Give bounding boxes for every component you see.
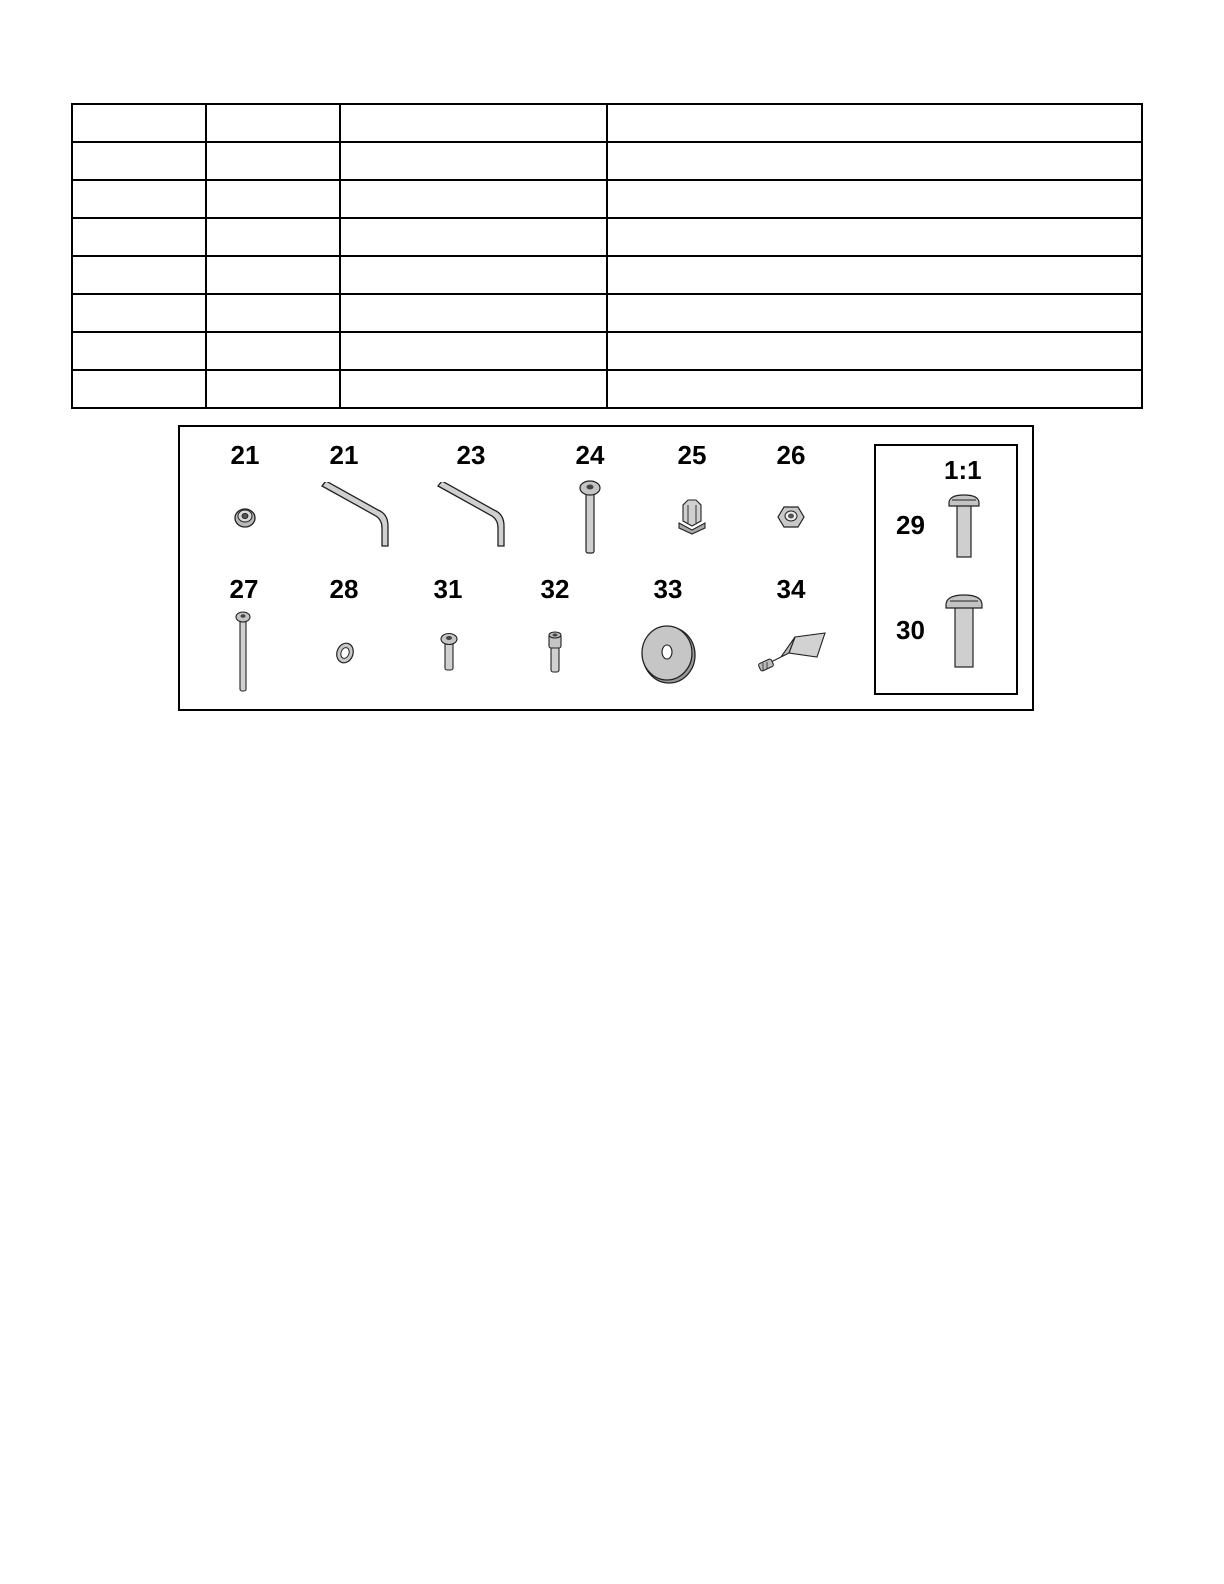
table-cell	[206, 180, 340, 218]
part-number-24: 24	[575, 440, 605, 470]
table-cell	[340, 180, 607, 218]
scale-label: 1:1	[944, 455, 982, 485]
table-cell	[340, 218, 607, 256]
table-cell	[72, 104, 206, 142]
table-cell	[72, 218, 206, 256]
table-cell	[72, 180, 206, 218]
table-cell	[607, 370, 1142, 408]
part-number-25: 25	[677, 440, 707, 470]
part-number-23: 23	[456, 440, 486, 470]
leveling-insert-icon	[675, 497, 709, 535]
table-cell	[607, 218, 1142, 256]
part-number-30: 30	[896, 615, 925, 645]
table-row	[72, 218, 1142, 256]
table-cell	[607, 256, 1142, 294]
table-row	[72, 332, 1142, 370]
table-cell	[340, 332, 607, 370]
table-cell	[72, 142, 206, 180]
table-cell	[72, 332, 206, 370]
wall-anchor-icon	[755, 627, 831, 679]
pan-head-screw-large-icon	[943, 591, 985, 671]
socket-cap-screw-icon	[545, 630, 565, 676]
allen-key-icon	[434, 482, 509, 552]
pan-head-screw-icon	[946, 491, 982, 561]
table-cell	[340, 104, 607, 142]
table-cell	[340, 294, 607, 332]
button-head-bolt-icon	[578, 479, 602, 557]
large-washer-icon	[638, 623, 698, 685]
table-row	[72, 294, 1142, 332]
part-number-28: 28	[329, 574, 359, 604]
table-cell	[206, 256, 340, 294]
part-number-26: 26	[776, 440, 806, 470]
table-cell	[72, 294, 206, 332]
part-number-21-allen-key: 21	[329, 440, 359, 470]
small-washer-icon	[333, 641, 357, 665]
table-cell	[72, 370, 206, 408]
table-row	[72, 256, 1142, 294]
table-row	[72, 142, 1142, 180]
part-number-21-washer: 21	[230, 440, 260, 470]
long-bolt-icon	[233, 611, 253, 695]
part-number-34: 34	[776, 574, 806, 604]
short-screw-icon	[439, 632, 459, 674]
table-row	[72, 370, 1142, 408]
table-row	[72, 104, 1142, 142]
table-cell	[607, 104, 1142, 142]
hardware-panel	[178, 425, 1034, 711]
table-cell	[607, 332, 1142, 370]
table-cell	[206, 332, 340, 370]
part-number-32: 32	[540, 574, 570, 604]
table-cell	[340, 370, 607, 408]
table-cell	[607, 142, 1142, 180]
part-number-31: 31	[433, 574, 463, 604]
scale-box	[874, 444, 1018, 695]
lock-nut-icon	[776, 502, 806, 532]
table-row	[72, 180, 1142, 218]
allen-key-icon	[318, 482, 393, 552]
parts-table	[71, 103, 1143, 409]
table-cell	[72, 256, 206, 294]
table-cell	[607, 180, 1142, 218]
table-cell	[206, 294, 340, 332]
table-cell	[340, 142, 607, 180]
table-cell	[206, 142, 340, 180]
part-number-33: 33	[653, 574, 683, 604]
table-cell	[206, 218, 340, 256]
table-cell	[340, 256, 607, 294]
washer-icon	[230, 502, 260, 532]
table-cell	[607, 294, 1142, 332]
table-cell	[206, 104, 340, 142]
part-number-27: 27	[229, 574, 259, 604]
part-number-29: 29	[896, 510, 925, 540]
table-cell	[206, 370, 340, 408]
